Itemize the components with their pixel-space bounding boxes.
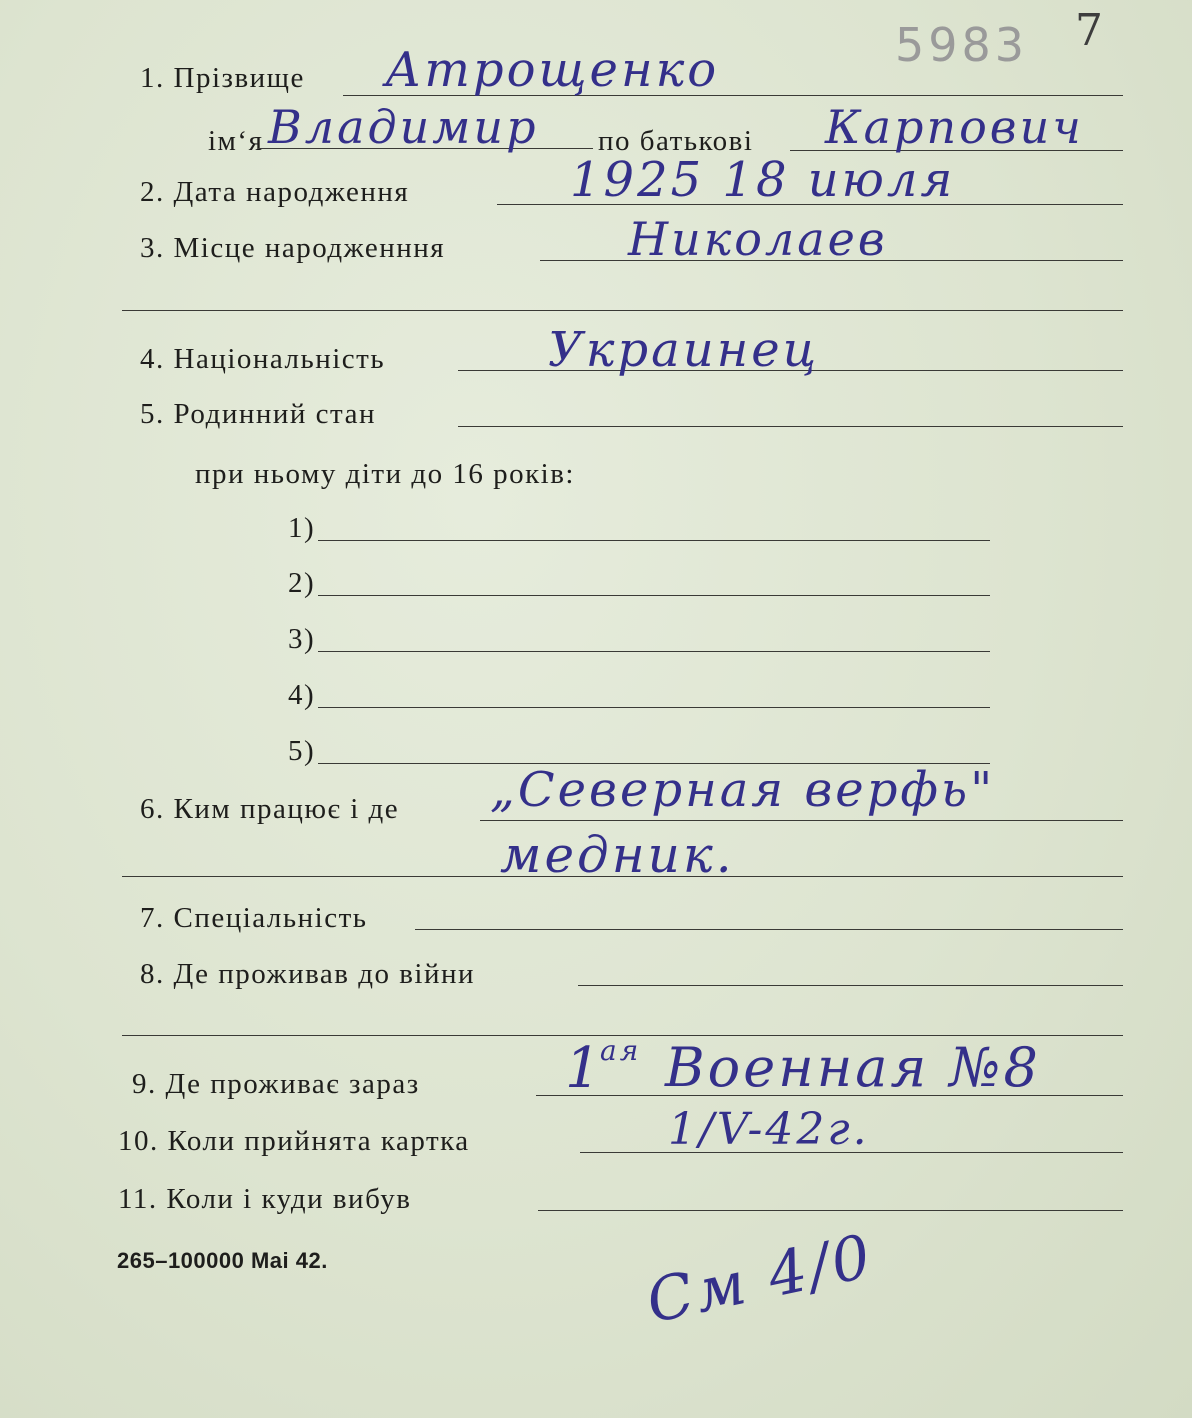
children-header: при ньому діти до 16 років: [195,458,575,490]
workplace-value-line1: „Северная верфь" [490,762,996,818]
print-imprint: 265–100000 Mai 42. [117,1248,328,1273]
nationality-label: 4. Національність [140,343,386,375]
surname-value: Атрощенко [385,42,720,98]
archive-number: 5983 [895,18,1029,72]
child-3-number: 3) [288,623,316,655]
child-3-line [318,651,990,652]
birth-place-label: 3. Місце народженння [140,232,446,264]
workplace-line [480,820,1123,821]
current-residence-street: Военная №8 [665,1036,1041,1099]
child-1-number: 1) [288,512,316,544]
specialty-line [415,929,1123,930]
departure-line [538,1210,1123,1211]
handwritten-note: См 4/0 [640,1221,880,1338]
patronymic-value: Карпович [825,100,1084,154]
prewar-residence-line [578,985,1123,986]
child-5-number: 5) [288,735,316,767]
patronymic-label: по батькові [598,125,754,157]
child-4-number: 4) [288,679,316,711]
workplace-label: 6. Ким працює і де [140,793,400,825]
card-accepted-value: 1/V-42г. [668,1104,870,1155]
first-name-value: Владимир [268,100,539,154]
first-name-label: ім‘я [208,125,264,157]
card-accepted-label: 10. Коли прийнята картка [118,1125,470,1157]
surname-label: 1. Прізвище [140,62,305,94]
marital-status-line [458,426,1123,427]
birth-date-label: 2. Дата народження [140,176,410,208]
marital-status-label: 5. Родинний стан [140,398,376,430]
current-residence-ordinal: 1 [565,1036,604,1101]
workplace-value-line2: медник. [500,826,735,884]
current-residence-ordinal-suffix: ая [600,1034,642,1067]
departure-label: 11. Коли і куди вибув [118,1183,412,1215]
nationality-value: Украинец [548,322,820,378]
specialty-label: 7. Спеціальність [140,902,368,934]
birth-place-extra-line [122,310,1123,311]
prewar-residence-label: 8. Де проживав до війни [140,958,476,990]
current-residence-label: 9. Де проживає зараз [132,1068,420,1100]
child-2-line [318,595,990,596]
child-2-number: 2) [288,567,316,599]
archive-mark: 7 [1075,5,1106,56]
birth-place-value: Николаев [628,212,888,266]
child-4-line [318,707,990,708]
child-1-line [318,540,990,541]
birth-date-value: 1925 18 июля [570,152,956,208]
